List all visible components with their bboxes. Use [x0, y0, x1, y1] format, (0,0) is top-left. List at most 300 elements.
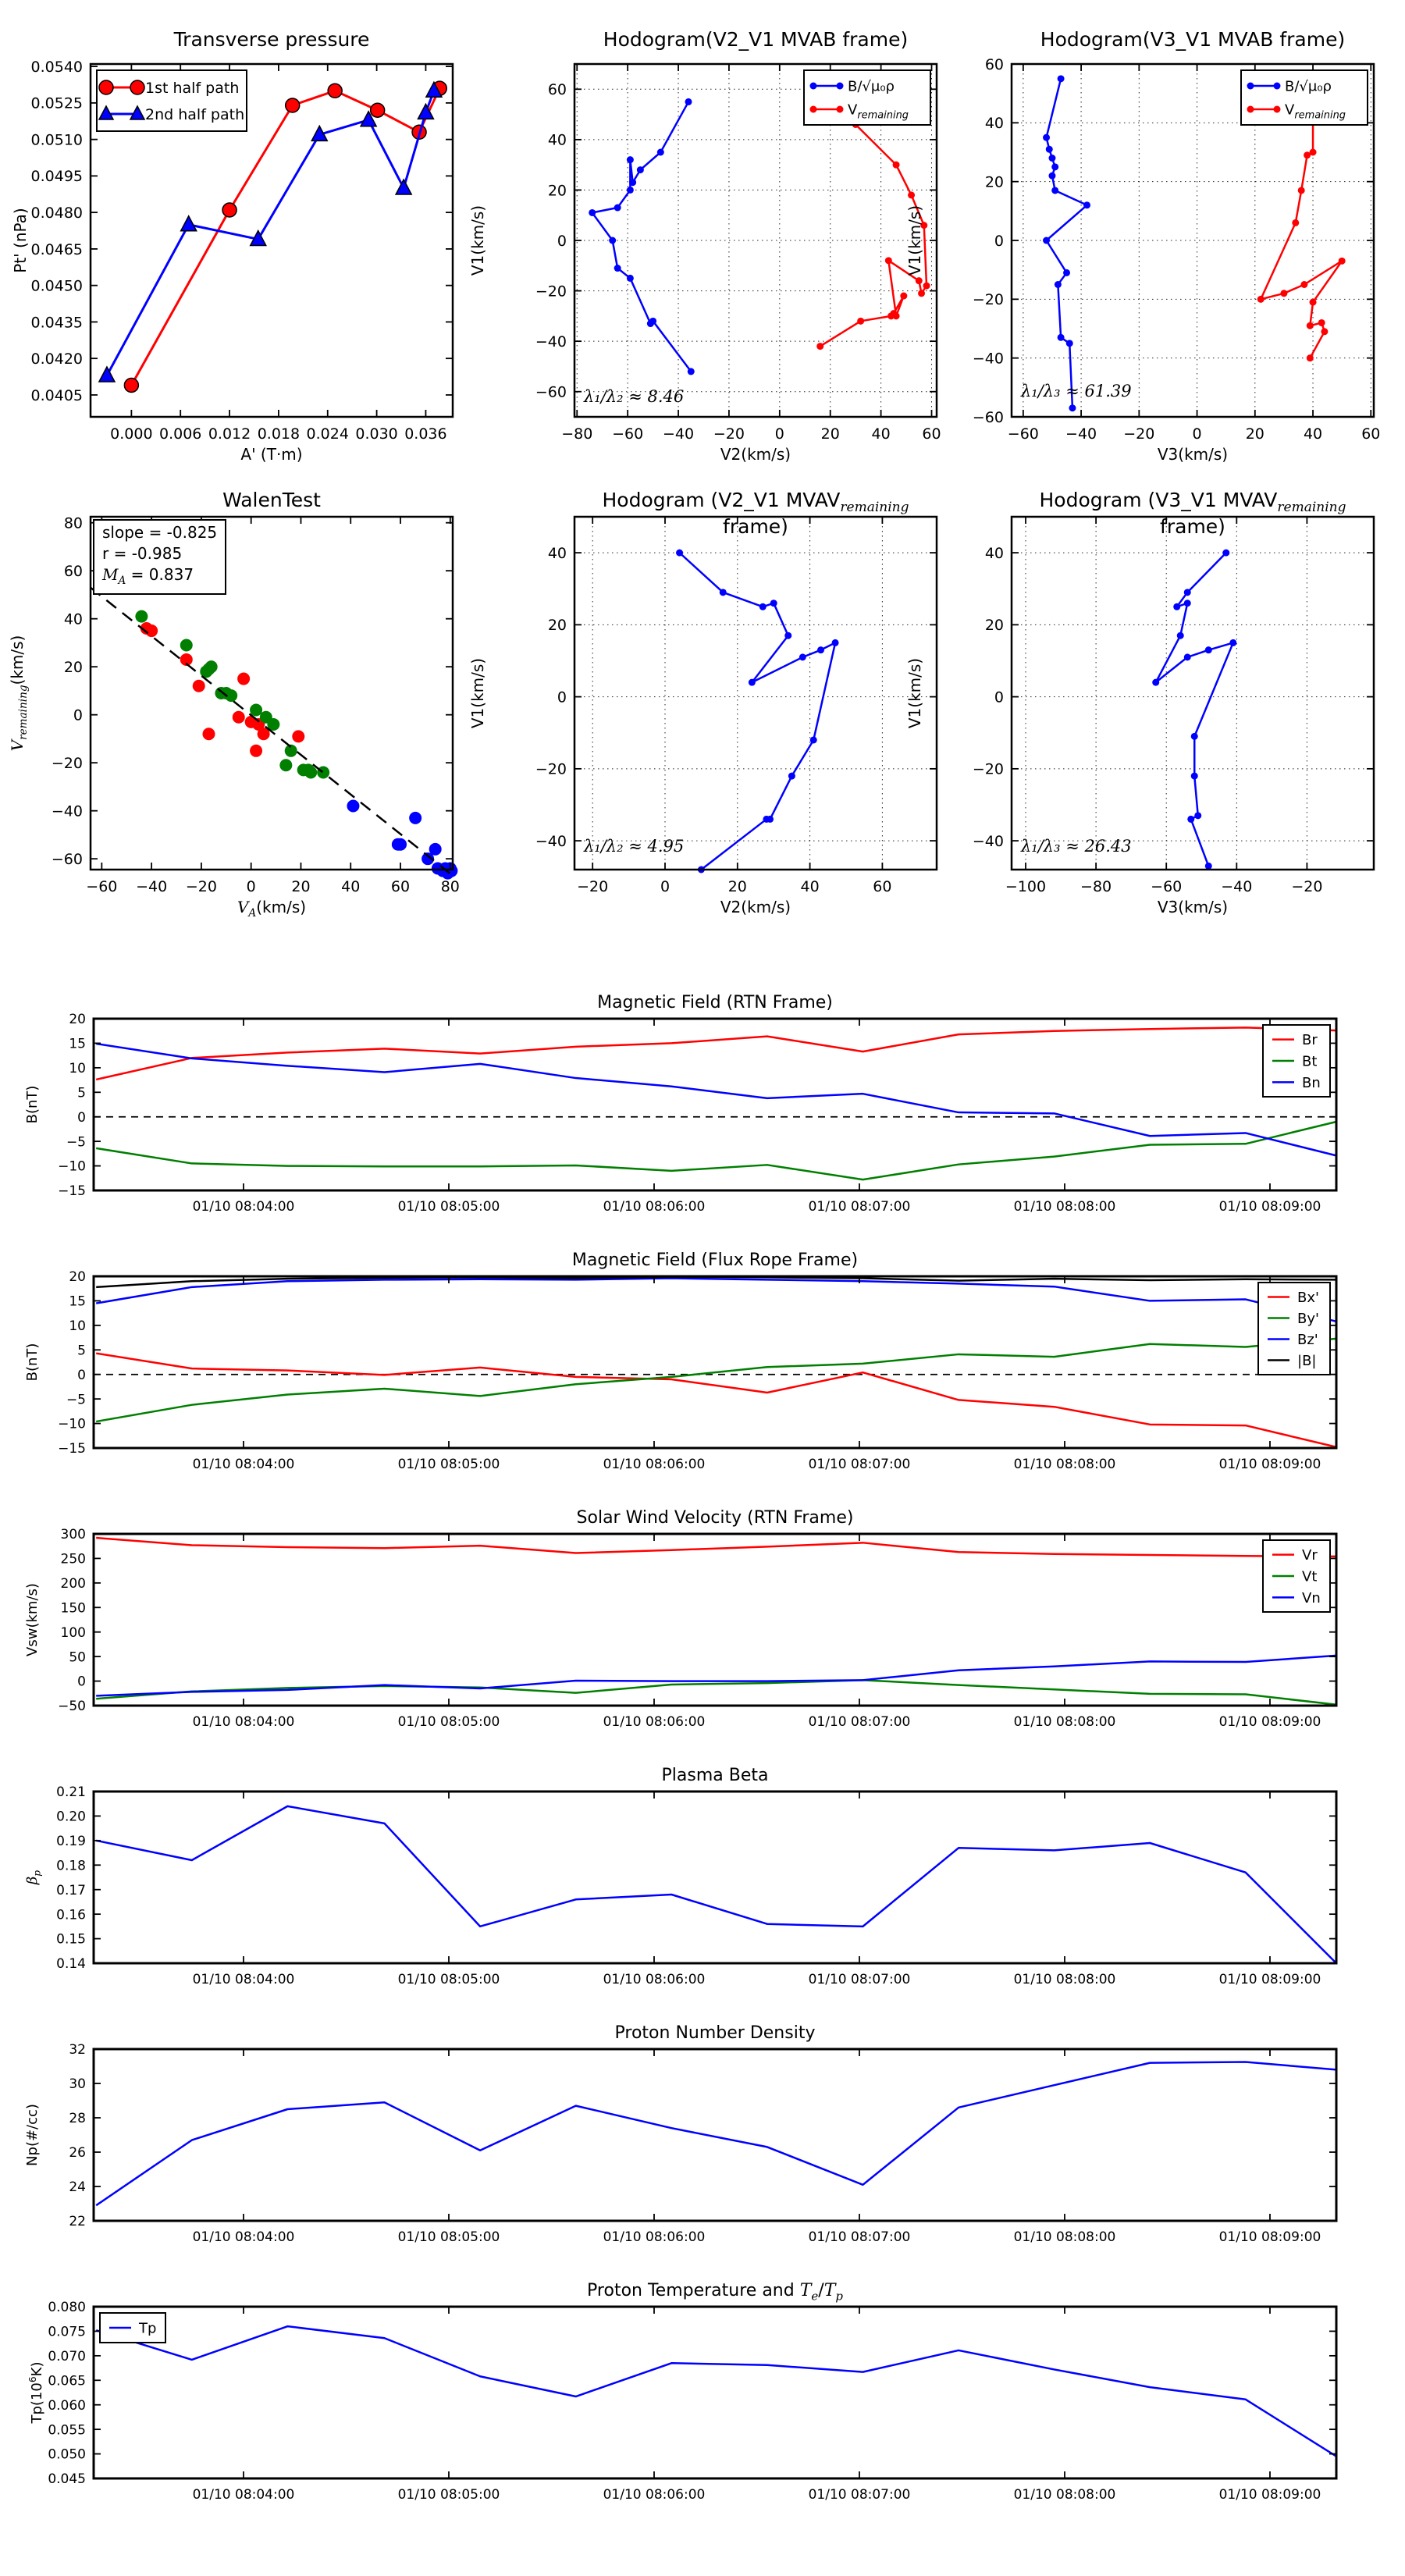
chart-title-proton-temperature	[94, 2281, 1336, 2303]
ytick-label: 300	[60, 1527, 86, 1543]
xlabel-subscript: A	[248, 907, 257, 920]
xtick-label: 01/10 08:05:00	[397, 1714, 500, 1730]
ytick-label: 0.20	[56, 1809, 86, 1825]
marker-dot	[1292, 219, 1299, 226]
legend-label: B/√μ₀ρ	[848, 78, 895, 95]
scatter-point-scatter-blue	[429, 843, 442, 856]
title-text: Proton Temperature and	[587, 2281, 800, 2300]
marker-dot	[1043, 237, 1050, 244]
scatter-point-scatter-red	[233, 711, 245, 724]
stat-text: = 0.837	[126, 565, 194, 584]
scatter-point-scatter-red	[237, 673, 250, 685]
ylabel-text: Pt' (nPa)	[11, 208, 30, 273]
walen-stats-box	[93, 519, 226, 595]
legend-label: Vr	[1302, 1547, 1318, 1564]
xtick-label: 60	[873, 878, 892, 895]
xtick-label: 01/10 08:04:00	[192, 1714, 295, 1730]
ylabel-subscript: remaining	[17, 685, 30, 740]
xlabel-text: V2(km/s)	[720, 898, 791, 916]
xtick-label: 40	[341, 878, 361, 895]
xtick-label: −20	[185, 878, 217, 895]
marker-triangle	[181, 216, 197, 231]
xlabel-text: V	[237, 898, 249, 916]
xtick-label: 20	[820, 425, 840, 443]
ylabel-text: V	[8, 739, 27, 752]
marker-dot	[609, 237, 616, 244]
ytick-label: 60	[547, 81, 567, 99]
xtick-label: −20	[1123, 425, 1155, 443]
xtick-label: 01/10 08:05:00	[397, 2229, 500, 2245]
xtick-label: 01/10 08:09:00	[1218, 2229, 1321, 2245]
ytick-label: 0.060	[48, 2397, 86, 2414]
ytick-label: 50	[69, 1649, 86, 1666]
xtick-label: 60	[922, 425, 941, 443]
marker-dot	[614, 265, 621, 272]
axes-frame	[94, 2307, 1336, 2478]
ytick-label: 0.045	[48, 2471, 86, 2488]
chart-solar-wind-velocity	[58, 1527, 1336, 1730]
series-line-V-path	[680, 553, 836, 870]
axes-frame	[94, 1534, 1336, 1706]
xtick-label: 20	[727, 878, 747, 895]
title-math-T: T	[823, 2281, 836, 2300]
xtick-label: −60	[86, 878, 118, 895]
marker-dot	[885, 257, 892, 264]
xtick-label: 01/10 08:08:00	[1013, 1972, 1116, 1987]
ytick-label: 20	[547, 617, 567, 635]
marker-dot	[1280, 290, 1287, 297]
scatter-point-scatter-blue	[409, 812, 422, 824]
series-line-2nd half path	[107, 91, 434, 375]
marker-dot	[649, 318, 656, 325]
title-text: Proton Number Density	[614, 2023, 816, 2043]
title-text: /	[818, 2281, 824, 2300]
ylabel-proton-number-density	[22, 2033, 44, 2236]
scatter-point-scatter-green	[279, 759, 292, 771]
legend-label: $V_{remaining}$	[848, 101, 909, 122]
xtick-label: −60	[1007, 425, 1039, 443]
ytick-label: −20	[972, 760, 1004, 778]
legend-label: By'	[1297, 1310, 1319, 1327]
xlabel-text: (km/s)	[256, 898, 307, 916]
ytick-label: 0.19	[56, 1833, 86, 1849]
ytick-label: 0.0465	[30, 240, 83, 258]
annotation-text: λ₁/λ₂ ≈ 4.95	[584, 837, 685, 856]
xtick-label: 40	[1303, 425, 1323, 443]
ytick-label: 150	[60, 1600, 86, 1617]
ytick-label: 24	[69, 2179, 86, 2196]
scatter-point-scatter-green	[250, 704, 262, 717]
marker-dot	[1051, 187, 1058, 194]
chart-title-walen-test	[91, 489, 453, 511]
ytick-label: 40	[984, 115, 1004, 133]
legend-label: 1st half path	[145, 79, 240, 97]
ytick-label: 28	[69, 2111, 86, 2127]
title-subscript: remaining	[840, 500, 909, 515]
legend-marker-dot	[1274, 83, 1281, 90]
marker-dot	[1058, 75, 1065, 82]
title-text: Hodogram (V2_V1 MVAV	[602, 489, 841, 511]
marker-circle	[222, 203, 237, 217]
legend-label: 2nd half path	[145, 105, 245, 123]
title-text: Hodogram(V3_V1 MVAB frame)	[1040, 28, 1346, 51]
xtick-label: 01/10 08:07:00	[808, 1457, 911, 1472]
ytick-label: 0.065	[48, 2373, 86, 2389]
title-subscript: remaining	[1277, 500, 1346, 515]
ytick-label: 5	[77, 1085, 86, 1101]
title-text: Hodogram(V2_V1 MVAB frame)	[603, 28, 909, 51]
ytick-label: 200	[60, 1575, 86, 1592]
marker-dot	[816, 343, 823, 350]
title-text: WalenTest	[222, 489, 321, 511]
xtick-label: −80	[561, 425, 593, 443]
legend-label-sub: remaining	[1294, 109, 1346, 122]
marker-dot	[1083, 201, 1090, 208]
marker-dot	[832, 639, 839, 646]
ytick-label: 0.0420	[30, 350, 83, 368]
ytick-label: −20	[51, 755, 83, 773]
ylabel-text: V1(km/s)	[468, 657, 487, 729]
ytick-label: 0	[77, 1674, 86, 1690]
marker-dot	[1257, 296, 1264, 303]
title-text: Magnetic Field (Flux Rope Frame)	[571, 1251, 859, 1270]
legend-marker-dot	[837, 106, 844, 113]
xtick-label: 0.024	[306, 425, 349, 443]
annotation-text: λ₁/λ₂ ≈ 8.46	[584, 387, 685, 406]
ytick-label: 0	[77, 1367, 86, 1383]
marker-dot	[1205, 863, 1212, 870]
stat-text: slope = -0.825	[102, 523, 218, 542]
xtick-label: 01/10 08:06:00	[603, 1199, 706, 1215]
ytick-label: −40	[972, 832, 1004, 850]
title-text: frame)	[723, 515, 788, 538]
title-math-sub: p	[835, 2289, 843, 2304]
axes-frame	[94, 1791, 1336, 1963]
xtick-label: 01/10 08:05:00	[397, 1972, 500, 1987]
xtick-label: 01/10 08:09:00	[1218, 2487, 1321, 2503]
scatter-point-scatter-red	[202, 728, 215, 740]
ytick-label: 0.0540	[30, 58, 83, 76]
annotation-lambda-ratio-v2v1-mvav	[584, 837, 684, 856]
marker-dot	[1058, 334, 1065, 341]
ytick-label: 0.14	[56, 1956, 86, 1973]
xtick-label: 0.006	[159, 425, 202, 443]
xlabel-text: A' (T·m)	[240, 445, 303, 464]
legend-marker-dot	[1247, 83, 1254, 90]
series-line-Bz'	[96, 1279, 1336, 1322]
xtick-label: 01/10 08:07:00	[808, 2487, 911, 2503]
walen-r	[102, 543, 217, 564]
xlabel-hodogram-v2v1-mvab	[574, 445, 937, 464]
marker-dot	[1191, 773, 1198, 780]
chart-title-magnetic-field-fluxrope	[94, 1251, 1336, 1270]
xtick-label: 01/10 08:04:00	[192, 1457, 295, 1472]
ytick-label: 0.0495	[30, 168, 83, 186]
xtick-label: 0	[246, 878, 256, 895]
ytick-label: 0.18	[56, 1858, 86, 1874]
marker-dot	[1048, 173, 1055, 180]
marker-dot	[763, 816, 770, 823]
xlabel-transverse-pressure	[91, 445, 453, 464]
xlabel-text: V3(km/s)	[1157, 898, 1229, 916]
scatter-point-scatter-blue	[394, 838, 407, 851]
marker-dot	[1304, 151, 1311, 158]
marker-dot	[627, 275, 634, 282]
xtick-label: 0.030	[355, 425, 398, 443]
chart-magnetic-field-fluxrope	[58, 1269, 1336, 1472]
legend-label: Vn	[1302, 1589, 1321, 1606]
ytick-label: −10	[58, 1158, 86, 1175]
ylabel-superscript: 6	[27, 2376, 38, 2383]
xlabel-text: V2(km/s)	[720, 445, 791, 464]
ytick-label: 40	[547, 544, 567, 562]
ylabel-text: (km/s)	[8, 635, 27, 685]
ytick-label: 20	[63, 659, 83, 677]
ytick-label: −20	[972, 291, 1004, 309]
ytick-label: 0.0525	[30, 94, 83, 112]
ytick-label: −60	[535, 383, 567, 401]
legend-marker-dot	[810, 106, 817, 113]
title-math-sub: e	[811, 2289, 819, 2304]
scatter-point-scatter-red	[292, 730, 304, 742]
ytick-label: 40	[984, 544, 1004, 562]
ytick-label: 0.055	[48, 2422, 86, 2439]
marker-dot	[1298, 187, 1305, 194]
title-text: Transverse pressure	[173, 28, 370, 51]
series-line-Bt	[96, 1122, 1336, 1179]
annotation-lambda-ratio-v3v1-mvav	[1021, 837, 1132, 856]
scatter-point-scatter-blue	[347, 800, 359, 813]
ytick-label: 0.0435	[30, 314, 83, 332]
xtick-label: 0	[660, 878, 670, 895]
chart-title-plasma-beta	[94, 1766, 1336, 1785]
xtick-label: 01/10 08:06:00	[603, 2487, 706, 2503]
axes-frame	[94, 1276, 1336, 1448]
marker-triangle	[396, 180, 411, 194]
ytick-label: 40	[63, 610, 83, 628]
xtick-label: 01/10 08:05:00	[397, 1199, 500, 1215]
fit-dashed-line	[91, 588, 453, 876]
xtick-label: 01/10 08:05:00	[397, 1457, 500, 1472]
xtick-label: −40	[1221, 878, 1253, 895]
marker-dot	[810, 736, 817, 743]
ytick-label: 0.15	[56, 1931, 86, 1948]
chart-transverse-pressure	[31, 59, 453, 443]
legend-label: Bz'	[1297, 1331, 1318, 1348]
chart-title-solar-wind-velocity	[94, 1508, 1336, 1528]
ytick-label: 0	[73, 706, 83, 724]
xtick-label: −40	[662, 425, 695, 443]
title-math-T: T	[799, 2281, 812, 2300]
ylabel-text: B(nT)	[24, 1085, 41, 1124]
legend-marker-dot	[810, 83, 817, 90]
xtick-label: −40	[1065, 425, 1097, 443]
marker-dot	[1205, 646, 1212, 653]
marker-dot	[1069, 404, 1076, 411]
ylabel-hodogram-v3v1-mvav	[904, 592, 926, 795]
legend-marker-dot	[837, 83, 844, 90]
ytick-label: −40	[51, 802, 83, 820]
ylabel-plasma-beta	[22, 1776, 44, 1979]
series-line-Tp	[96, 2326, 1336, 2457]
xtick-label: 0.000	[110, 425, 153, 443]
ytick-label: 100	[60, 1624, 86, 1641]
xtick-label: 01/10 08:08:00	[1013, 2229, 1116, 2245]
ylabel-text: V1(km/s)	[468, 205, 487, 276]
annotation-lambda-ratio-v2v1-mvab	[584, 387, 684, 406]
marker-dot	[1321, 328, 1328, 335]
marker-dot	[614, 205, 621, 212]
xtick-label: −20	[577, 878, 609, 895]
ytick-label: −20	[535, 283, 567, 301]
ytick-label: 0.0480	[30, 204, 83, 222]
marker-dot	[1307, 354, 1314, 361]
ytick-label: −60	[972, 408, 1004, 426]
xtick-label: 0.036	[404, 425, 447, 443]
series-line-B-alfven	[1047, 79, 1087, 408]
marker-dot	[893, 162, 900, 169]
xtick-label: −20	[713, 425, 745, 443]
stat-math-M: M	[102, 565, 119, 584]
ylabel-text: Tp(10	[29, 2382, 45, 2424]
ytick-label: 20	[547, 182, 567, 200]
ylabel-text: Vsw(km/s)	[24, 1583, 41, 1656]
marker-circle	[124, 378, 138, 392]
ytick-label: −40	[535, 333, 567, 350]
scatter-point-scatter-green	[205, 660, 218, 673]
xtick-label: 01/10 08:07:00	[808, 1199, 911, 1215]
xtick-label: 01/10 08:04:00	[192, 1972, 295, 1987]
marker-dot	[1184, 589, 1191, 596]
marker-dot	[1048, 155, 1055, 162]
xtick-label: 01/10 08:06:00	[603, 2229, 706, 2245]
legend-label: Vt	[1302, 1568, 1318, 1585]
xtick-label: 01/10 08:06:00	[603, 1457, 706, 1472]
ytick-label: 0.050	[48, 2446, 86, 2463]
series-line-Bn	[96, 1044, 1336, 1155]
ytick-label: 0	[557, 232, 567, 250]
xlabel-hodogram-v3v1-mvab	[1012, 445, 1374, 464]
ytick-label: −10	[58, 1416, 86, 1432]
marker-dot	[1222, 550, 1229, 557]
marker-circle	[371, 103, 385, 117]
annotation-text: λ₁/λ₃ ≈ 61.39	[1021, 382, 1132, 400]
ytick-label: −15	[58, 1441, 86, 1457]
ytick-label: 22	[69, 2214, 86, 2230]
chart-title-transverse-pressure	[91, 28, 453, 51]
xtick-label: 01/10 08:08:00	[1013, 1199, 1116, 1215]
ylabel-magnetic-field-fluxrope	[22, 1261, 44, 1464]
marker-dot	[1184, 600, 1191, 607]
marker-dot	[637, 166, 644, 173]
ytick-label: 20	[69, 1012, 86, 1028]
marker-dot	[1051, 163, 1058, 170]
ytick-label: 0.070	[48, 2348, 86, 2364]
legend-marker-dot	[1247, 106, 1254, 113]
xtick-label: −60	[1151, 878, 1183, 895]
marker-dot	[627, 187, 634, 194]
xtick-label: −80	[1080, 878, 1112, 895]
ytick-label: 10	[69, 1060, 86, 1076]
series-line-Vt	[96, 1680, 1336, 1704]
ytick-label: 60	[984, 55, 1004, 73]
xtick-label: 40	[800, 878, 820, 895]
legend-label: B/√μ₀ρ	[1285, 78, 1332, 95]
ytick-label: 0.17	[56, 1882, 86, 1898]
ytick-label: −40	[535, 832, 567, 850]
ytick-label: 30	[69, 2076, 86, 2093]
ylabel-walen-test	[6, 592, 28, 795]
scatter-point-scatter-green	[304, 766, 317, 778]
ytick-label: 20	[984, 617, 1004, 635]
marker-dot	[688, 368, 695, 375]
marker-dot	[799, 653, 806, 660]
marker-circle	[286, 98, 300, 112]
ytick-label: 0.21	[56, 1784, 86, 1801]
marker-dot	[1307, 322, 1314, 329]
legend-label: Bt	[1302, 1053, 1318, 1070]
marker-dot	[1055, 281, 1062, 288]
marker-dot	[1184, 653, 1191, 660]
ylabel-hodogram-v2v1-mvav	[467, 592, 489, 795]
marker-dot	[676, 550, 683, 557]
marker-dot	[685, 98, 692, 105]
series-line-Vn	[96, 1656, 1336, 1696]
ytick-label: 20	[984, 173, 1004, 191]
xtick-label: 01/10 08:08:00	[1013, 1457, 1116, 1472]
axes-frame	[94, 1019, 1336, 1190]
xtick-label: 01/10 08:09:00	[1218, 1714, 1321, 1730]
legend-label: Bx'	[1297, 1289, 1319, 1306]
scatter-point-scatter-red	[145, 624, 158, 637]
series-line-By'	[96, 1339, 1336, 1421]
marker-dot	[1063, 269, 1070, 276]
xtick-label: 01/10 08:09:00	[1218, 1972, 1321, 1987]
marker-dot	[770, 600, 777, 607]
marker-dot	[1229, 639, 1236, 646]
ytick-label: −20	[535, 760, 567, 778]
ylabel-solar-wind-velocity	[22, 1518, 44, 1721]
stat-text: r = -0.985	[102, 544, 183, 563]
marker-dot	[749, 679, 756, 686]
xtick-label: 01/10 08:04:00	[192, 2229, 295, 2245]
marker-circle	[328, 84, 342, 98]
marker-dot	[887, 312, 895, 319]
ytick-label: 60	[63, 563, 83, 581]
chart-title-proton-number-density	[94, 2023, 1336, 2043]
ylabel-transverse-pressure	[9, 139, 31, 342]
marker-dot	[629, 179, 636, 186]
title-text: Solar Wind Velocity (RTN Frame)	[576, 1508, 854, 1528]
xlabel-text: V3(km/s)	[1157, 445, 1229, 464]
marker-dot	[1066, 340, 1073, 347]
series-line-Bx'	[96, 1354, 1336, 1447]
marker-dot	[1187, 816, 1194, 823]
xtick-label: 0.018	[257, 425, 301, 443]
ylabel-text: B(nT)	[24, 1343, 41, 1382]
legend-label-sub: remaining	[857, 109, 909, 122]
ytick-label: 26	[69, 2145, 86, 2161]
chart-proton-temperature	[48, 2300, 1336, 2503]
chart-title-hodogram-v2v1-mvav	[574, 489, 937, 538]
xtick-label: 0	[1192, 425, 1202, 443]
ylabel-text: Np(#/cc)	[24, 2104, 41, 2166]
xtick-label: 40	[871, 425, 891, 443]
ytick-label: 250	[60, 1551, 86, 1567]
scatter-point-scatter-red	[193, 680, 205, 692]
xtick-label: 01/10 08:07:00	[808, 2229, 911, 2245]
xtick-label: 20	[1245, 425, 1264, 443]
